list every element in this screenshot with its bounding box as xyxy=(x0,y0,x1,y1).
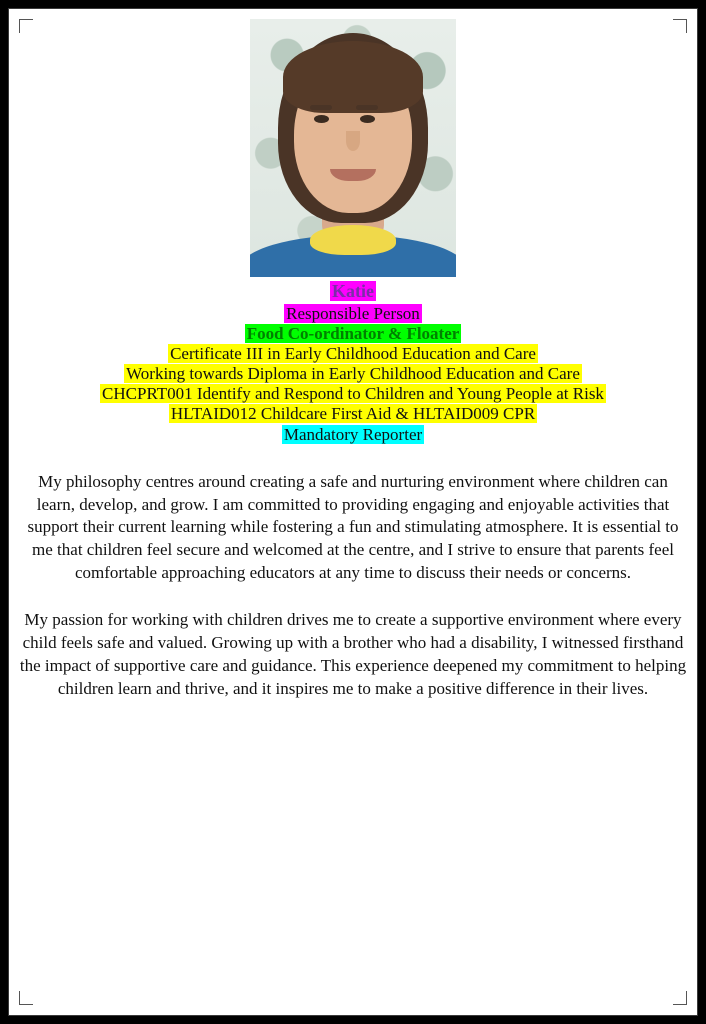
qualification-1 xyxy=(9,344,697,364)
staff-portrait-photo xyxy=(250,19,456,277)
crop-mark-bottom-left xyxy=(19,991,33,1005)
qualification-3 xyxy=(9,384,697,404)
staff-name-text: Katie xyxy=(332,281,374,301)
crop-mark-bottom-right xyxy=(673,991,687,1005)
profile-text-block xyxy=(9,281,697,701)
eyebrow-left-shape xyxy=(310,105,332,110)
mandatory-reporter-text: Mandatory Reporter xyxy=(283,424,423,444)
role-primary xyxy=(9,304,697,324)
document-page xyxy=(8,8,698,1016)
philosophy-paragraph-2: My passion for working with children drives me to create a supportive environment where every child feels safe and valued. Growing up with a brother who had a disability, I witnessed firsthand the impact of supportive care and guidance. This experience deepened my commitment to helping children learn and thrive, and it inspires me to make a positive difference in their lives. xyxy=(19,610,687,699)
qualification-2-text: Working towards Diploma in Early Childhood Education and Care xyxy=(126,364,580,384)
role-secondary-text: Food Co-ordinator & Floater xyxy=(246,324,460,344)
role-primary-text: Responsible Person xyxy=(286,304,420,324)
qualification-4 xyxy=(9,404,697,424)
hair-front-shape xyxy=(283,41,423,113)
eye-left-shape xyxy=(314,115,329,123)
philosophy-paragraph-1: My philosophy centres around creating a safe and nurturing environment where children can learn, develop, and grow. I am committed to providing engaging and enjoyable activities that support their current learning while fostering a fun and stimulating atmosphere. It is essential to me that children feel secure and welcomed at the centre, and I strive to ensure that parents feel comfortable approaching educators at any time to discuss their needs or concerns. xyxy=(27,471,679,583)
qualification-2 xyxy=(9,364,697,384)
qualification-1-text: Certificate III in Early Childhood Education and Care xyxy=(170,344,536,364)
qualification-3-text: CHCPRT001 Identify and Respond to Children and Young People at Risk xyxy=(102,384,604,404)
staff-name xyxy=(9,281,697,302)
qualification-4-text: HLTAID012 Childcare First Aid & HLTAID009 CPR xyxy=(170,404,536,424)
nose-shape xyxy=(346,131,360,151)
eyebrow-right-shape xyxy=(356,105,378,110)
portrait-container xyxy=(9,19,697,277)
eye-right-shape xyxy=(360,115,375,123)
role-secondary xyxy=(9,324,697,344)
mandatory-reporter xyxy=(9,425,697,445)
collar-shape xyxy=(310,225,396,255)
